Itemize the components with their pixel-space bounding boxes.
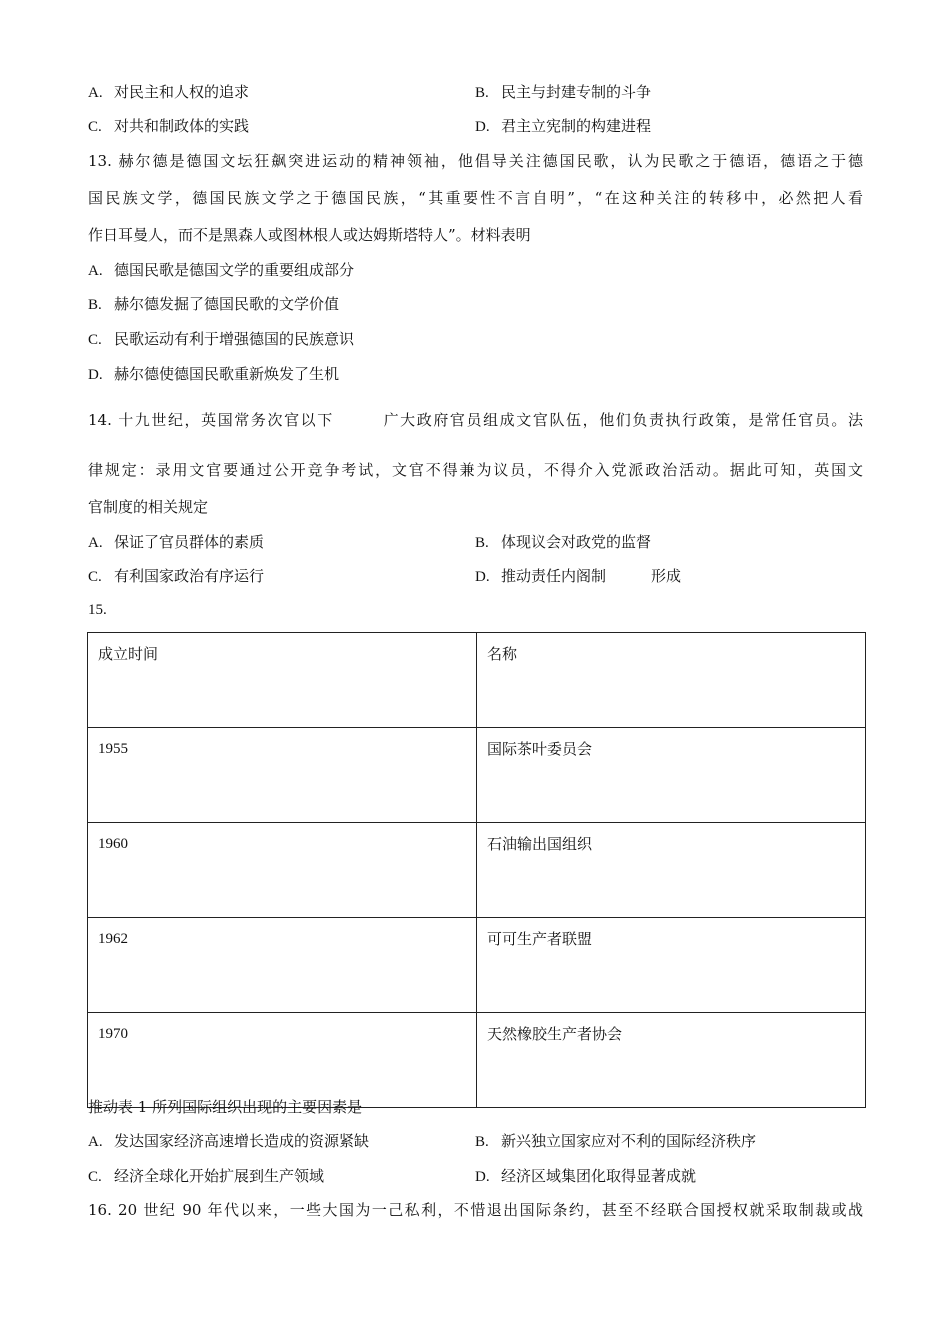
q14-option-b: B. 体现议会对政党的监督 xyxy=(475,533,652,551)
q12-option-a: A. 对民主和人权的追求 xyxy=(88,83,250,101)
table-row xyxy=(88,728,866,823)
q13-option-c: C. 民歌运动有利于增强德国的民族意识 xyxy=(88,330,355,348)
q13-option-b: B. 赫尔德发掘了德国民歌的文学价值 xyxy=(88,295,340,313)
table-row xyxy=(88,918,866,1013)
table-row xyxy=(88,823,866,918)
q13-option-d: D. 赫尔德使德国民歌重新焕发了生机 xyxy=(88,365,340,383)
table-cell-year: 1970 xyxy=(88,1013,477,1108)
table-cell-name: 可可生产者联盟 xyxy=(477,918,866,1013)
q13-option-a: A. 德国民歌是德国文学的重要组成部分 xyxy=(88,261,355,279)
organizations-table xyxy=(87,632,866,1108)
table-cell-year: 1962 xyxy=(88,918,477,1013)
q14-option-c: C. 有利国家政治有序运行 xyxy=(88,567,265,585)
q13-stem-line-2: 国民族文学，德国民族文学之于德国民族，“其重要性不言自明”，“在这种关注的转移中，必然把人看 xyxy=(88,189,863,207)
table-header-row xyxy=(88,633,866,728)
table-header-cell: 成立时间 xyxy=(88,633,477,728)
table-row xyxy=(88,1013,866,1108)
q14-option-a: A. 保证了官员群体的素质 xyxy=(88,533,265,551)
q12-option-c: C. 对共和制政体的实践 xyxy=(88,117,250,135)
q13-stem-line-3: 作日耳曼人，而不是黑森人或图林根人或达姆斯塔特人”。材料表明 xyxy=(88,226,531,244)
table-header-cell: 名称 xyxy=(477,633,866,728)
q15-option-c: C. 经济全球化开始扩展到生产领域 xyxy=(88,1167,325,1185)
table-cell-year: 1955 xyxy=(88,728,477,823)
q14-option-d: D. 推动责任内阁制 形成 xyxy=(475,567,682,585)
q14-stem-line-2: 律规定：录用文官要通过公开竞争考试，文官不得兼为议员，不得介入党派政治活动。据此可知，英国文 xyxy=(88,461,863,479)
table-cell-name: 石油输出国组织 xyxy=(477,823,866,918)
q15-option-d: D. 经济区域集团化取得显著成就 xyxy=(475,1167,697,1185)
q12-option-d: D. 君主立宪制的构建进程 xyxy=(475,117,652,135)
q15-option-a: A. 发达国家经济高速增长造成的资源紧缺 xyxy=(88,1132,370,1150)
q15-option-b: B. 新兴独立国家应对不利的国际经济秩序 xyxy=(475,1132,757,1150)
q15-number: 15. xyxy=(88,602,107,618)
q16-stem-line-1: 16. 20 世纪 90 年代以来，一些大国为一己私利，不惜退出国际条约，甚至不经联合国授权就采取制裁或战 xyxy=(88,1201,863,1219)
q13-stem-line-1: 13. 赫尔德是德国文坛狂飙突进运动的精神领袖，他倡导关注德国民歌，认为民歌之于德语，德语之于德 xyxy=(88,152,863,170)
q15-stem: 推动表 1 所列国际组织出现的主要因素是 xyxy=(88,1098,363,1116)
table-cell-year: 1960 xyxy=(88,823,477,918)
q14-stem-line-3: 官制度的相关规定 xyxy=(88,498,209,516)
table-cell-name: 国际茶叶委员会 xyxy=(477,728,866,823)
table-cell-name: 天然橡胶生产者协会 xyxy=(477,1013,866,1108)
q14-stem-line-1: 14. 十九世纪，英国常务次官以下 广大政府官员组成文官队伍，他们负责执行政策，是常任官员。法 xyxy=(88,411,863,429)
q12-option-b: B. 民主与封建专制的斗争 xyxy=(475,83,652,101)
